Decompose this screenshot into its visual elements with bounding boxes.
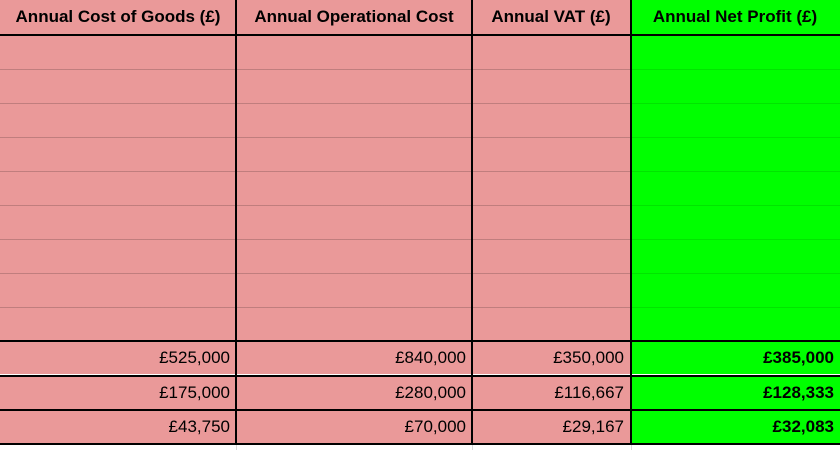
header-row bbox=[0, 0, 840, 36]
operational-cost-block-cell[interactable] bbox=[236, 36, 472, 340]
table-row bbox=[0, 340, 840, 374]
table-row bbox=[0, 409, 840, 443]
header-operational-cost[interactable] bbox=[236, 0, 472, 34]
operational-cost-cell[interactable]: £280,000 bbox=[236, 377, 472, 409]
gridline bbox=[472, 445, 473, 450]
cost-of-goods-cell[interactable]: £525,000 bbox=[0, 342, 236, 374]
column-border bbox=[235, 0, 237, 445]
header-cost-of-goods[interactable] bbox=[0, 0, 236, 34]
column-border bbox=[471, 0, 473, 445]
header-vat-label: Annual VAT (£) bbox=[491, 7, 611, 26]
net-profit-block-cell[interactable] bbox=[630, 36, 840, 340]
header-net-profit-label: Annual Net Profit (£) bbox=[652, 7, 818, 26]
column-border bbox=[630, 0, 632, 445]
cost-of-goods-block-cell[interactable] bbox=[0, 36, 236, 340]
header-cost-of-goods-label: Annual Cost of Goods (£) bbox=[15, 7, 221, 26]
vat-block-cell[interactable] bbox=[472, 36, 630, 340]
cost-of-goods-cell[interactable]: £175,000 bbox=[0, 377, 236, 409]
vat-cell[interactable]: £116,667 bbox=[472, 377, 630, 409]
operational-cost-cell[interactable]: £840,000 bbox=[236, 342, 472, 374]
header-operational-cost-label: Annual Operational Cost bbox=[254, 7, 454, 26]
vat-cell[interactable]: £29,167 bbox=[472, 411, 630, 443]
table-row bbox=[0, 375, 840, 409]
net-profit-cell[interactable]: £32,083 bbox=[630, 411, 840, 443]
cost-of-goods-cell[interactable]: £43,750 bbox=[0, 411, 236, 443]
vat-cell[interactable]: £350,000 bbox=[472, 342, 630, 374]
operational-cost-cell[interactable]: £70,000 bbox=[236, 411, 472, 443]
gridline bbox=[631, 445, 632, 450]
gridline bbox=[236, 445, 237, 450]
header-net-profit[interactable] bbox=[630, 0, 840, 34]
net-profit-cell[interactable]: £128,333 bbox=[630, 377, 840, 409]
header-vat[interactable] bbox=[472, 0, 630, 34]
empty-row-below[interactable] bbox=[0, 445, 840, 450]
net-profit-cell[interactable]: £385,000 bbox=[630, 342, 840, 374]
